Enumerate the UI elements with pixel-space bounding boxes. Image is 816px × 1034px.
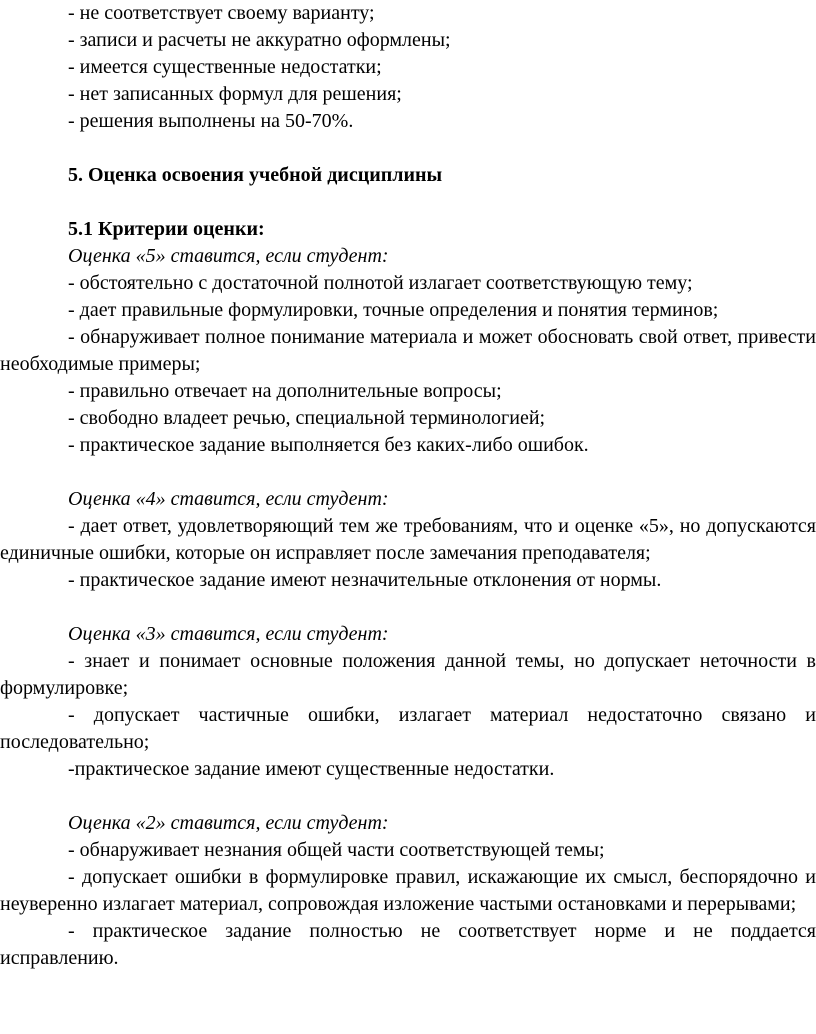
- list-item: - практическое задание выполняется без каких-либо ошибок.: [68, 434, 589, 456]
- grade-5-title: Оценка «5» ставится, если студент:: [68, 245, 389, 267]
- spacer: [0, 459, 816, 486]
- grade-3-title: Оценка «3» ставится, если студент:: [68, 623, 389, 645]
- list-item: - решения выполнены на 50-70%.: [68, 110, 354, 132]
- list-item: - обнаруживает полное понимание материала и может обосновать свой ответ, привести необходимые примеры;: [0, 326, 816, 375]
- subsection-title: 5.1 Критерии оценки:: [68, 218, 265, 240]
- section-title: 5. Оценка освоения учебной дисциплины: [68, 164, 443, 186]
- list-item: - знает и понимает основные положения данной темы, но допускает неточности в формулировке;: [0, 650, 816, 699]
- list-item: - практическое задание полностью не соответствует норме и не поддается исправлению.: [0, 920, 816, 969]
- list-item: - практическое задание имеют незначительные отклонения от нормы.: [68, 569, 662, 591]
- spacer: [0, 783, 816, 810]
- list-item: - допускает ошибки в формулировке правил, искажающие их смысл, беспорядочно и неуверенно излагает материал, сопровождая изложение частыми остановками и перерывами;: [0, 866, 816, 915]
- list-item: - обнаруживает незнания общей части соответствующей темы;: [68, 839, 605, 861]
- spacer: [0, 189, 816, 216]
- grade-2-title: Оценка «2» ставится, если студент:: [68, 812, 389, 834]
- list-item: - дает правильные формулировки, точные определения и понятия терминов;: [68, 299, 719, 321]
- list-item: - записи и расчеты не аккуратно оформлены;: [68, 29, 451, 51]
- list-item: - обстоятельно с достаточной полнотой излагает соответствующую тему;: [68, 272, 693, 294]
- list-item: - дает ответ, удовлетворяющий тем же требованиям, что и оценке «5», но допускаются единичные ошибки, которые он исправляет после замечания преподавателя;: [0, 515, 816, 564]
- spacer: [0, 594, 816, 621]
- intro-list: [0, 0, 816, 135]
- grade-4-title: Оценка «4» ставится, если студент:: [68, 488, 389, 510]
- list-item: - допускает частичные ошибки, излагает материал недостаточно связано и последовательно;: [0, 704, 816, 753]
- grade-3-block: [0, 621, 816, 783]
- list-item: -практическое задание имеют существенные недостатки.: [68, 758, 555, 780]
- grade-5-block: [0, 243, 816, 459]
- list-item: - не соответствует своему варианту;: [68, 2, 375, 24]
- list-item: - свободно владеет речью, специальной терминологией;: [68, 407, 546, 429]
- grade-4-block: [0, 486, 816, 594]
- list-item: - имеется существенные недостатки;: [68, 56, 382, 78]
- list-item: - правильно отвечает на дополнительные вопросы;: [68, 380, 502, 402]
- grade-2-block: [0, 810, 816, 972]
- spacer: [0, 135, 816, 162]
- list-item: - нет записанных формул для решения;: [68, 83, 402, 105]
